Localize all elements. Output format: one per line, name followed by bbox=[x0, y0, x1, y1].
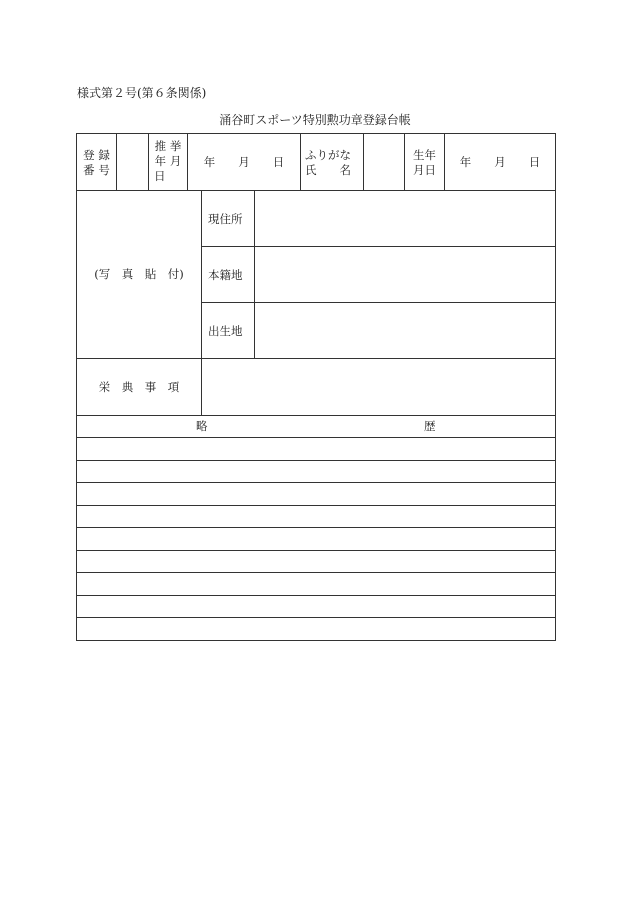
divider bbox=[76, 595, 556, 596]
career-row[interactable] bbox=[80, 464, 552, 482]
birthplace-label: 出生地 bbox=[208, 324, 243, 338]
career-row[interactable] bbox=[80, 531, 552, 549]
form-number: 様式第２号(第６条関係) bbox=[77, 86, 207, 100]
full-name-label: 氏 名 bbox=[305, 163, 351, 177]
divider bbox=[76, 572, 556, 573]
divider bbox=[76, 437, 556, 438]
career-row[interactable] bbox=[80, 576, 552, 594]
birth-date-value[interactable]: 年 月 日 bbox=[459, 155, 541, 169]
divider bbox=[76, 617, 556, 618]
current-address-label: 現住所 bbox=[208, 212, 243, 226]
divider bbox=[76, 482, 556, 483]
career-row[interactable] bbox=[80, 509, 552, 527]
career-row[interactable] bbox=[80, 599, 552, 617]
recommendation-date-label: 推 挙 年 月 日 bbox=[154, 139, 182, 183]
honors-label: 栄 典 事 項 bbox=[98, 380, 180, 394]
divider bbox=[300, 133, 301, 190]
career-row[interactable] bbox=[80, 441, 552, 459]
career-label-left: 略 bbox=[196, 419, 208, 433]
form-title: 涌谷町スポーツ特別勲功章登録台帳 bbox=[219, 113, 411, 127]
divider bbox=[76, 460, 556, 461]
honors-value[interactable] bbox=[202, 359, 555, 415]
divider bbox=[76, 415, 556, 416]
border-bottom bbox=[76, 640, 556, 641]
registration-number-value[interactable] bbox=[117, 134, 148, 190]
name-label bbox=[305, 148, 363, 178]
name-value[interactable] bbox=[364, 134, 404, 190]
registration-number-label: 登 録 番 号 bbox=[83, 148, 110, 177]
career-row[interactable] bbox=[80, 621, 552, 639]
divider bbox=[76, 550, 556, 551]
furigana-label: ふりがな bbox=[305, 148, 351, 162]
career-row[interactable] bbox=[80, 554, 552, 572]
border-right bbox=[555, 133, 556, 641]
current-address-value[interactable] bbox=[255, 191, 555, 246]
career-label-right: 歴 bbox=[424, 419, 436, 433]
divider bbox=[76, 527, 556, 528]
photo-area: (写 真 貼 付) bbox=[94, 267, 184, 281]
divider bbox=[76, 505, 556, 506]
birth-date-label: 生年 月日 bbox=[413, 148, 436, 177]
registered-domicile-value[interactable] bbox=[255, 247, 555, 302]
birthplace-value[interactable] bbox=[255, 303, 555, 358]
career-row[interactable] bbox=[80, 486, 552, 504]
recommendation-date-value[interactable]: 年 月 日 bbox=[203, 155, 285, 169]
registered-domicile-label: 本籍地 bbox=[208, 268, 243, 282]
